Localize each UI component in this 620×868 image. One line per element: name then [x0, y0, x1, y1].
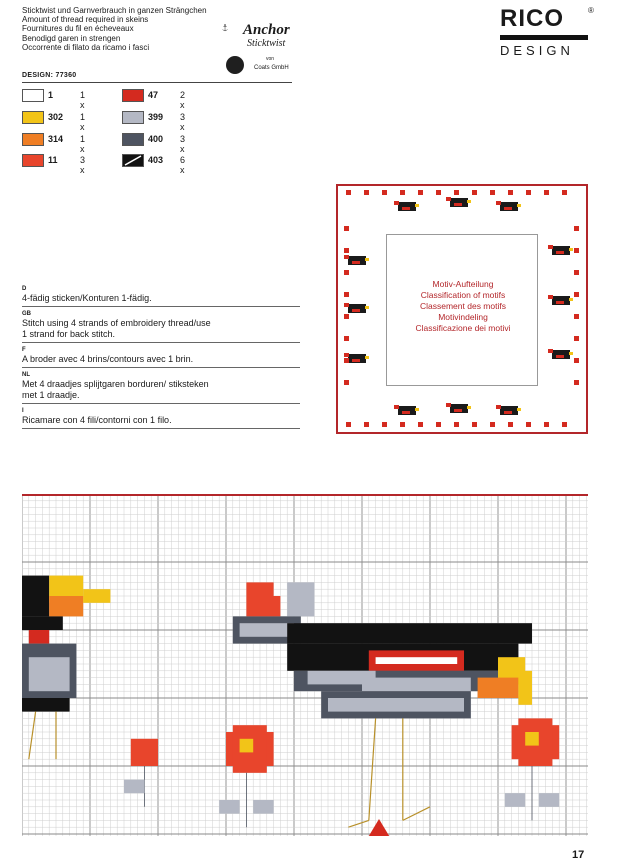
thread-number: 11 — [48, 155, 58, 165]
header-line-en: Amount of thread required in skeins — [22, 15, 149, 25]
skein-count: 2 x — [180, 90, 186, 110]
thread-number: 302 — [48, 112, 64, 122]
design-number: DESIGN: 77360 — [22, 72, 77, 79]
anchor-von: von — [266, 56, 275, 62]
mini-flower — [508, 190, 513, 195]
mini-bird-detail — [352, 309, 360, 312]
mini-bird-comb — [446, 197, 451, 201]
mini-flower — [544, 190, 549, 195]
header-divider — [22, 82, 292, 83]
mini-flower — [526, 422, 531, 427]
rico-design-word: DESIGN — [500, 43, 574, 58]
skein-count: 3 x — [80, 155, 86, 175]
instruction-divider — [22, 403, 300, 404]
mini-bird-detail — [352, 261, 360, 264]
mini-flower — [574, 314, 579, 319]
lang-code: I — [22, 408, 24, 414]
stitch-block — [22, 698, 70, 712]
mini-bird-beak — [569, 352, 573, 355]
mini-flower — [526, 190, 531, 195]
stitch-block — [287, 623, 532, 643]
mini-bird-comb — [394, 201, 399, 205]
mini-bird-detail — [454, 409, 462, 412]
mini-bird-comb — [548, 295, 553, 299]
mini-bird-detail — [556, 251, 564, 254]
motif-title-it: Classificazione dei motivi — [415, 323, 511, 333]
mini-bird-comb — [344, 353, 349, 357]
motif-title-nl: Motivindeling — [438, 312, 488, 322]
anchor-brand: Anchor — [243, 22, 290, 38]
mini-flower — [562, 422, 567, 427]
mini-flower — [344, 336, 349, 341]
color-swatch — [22, 89, 44, 102]
mini-flower — [574, 270, 579, 275]
mini-bird-comb — [496, 405, 501, 409]
mini-flower — [436, 422, 441, 427]
mini-flower — [562, 190, 567, 195]
lang-code: D — [22, 286, 27, 292]
stitch-instructions — [22, 282, 300, 429]
mini-flower — [344, 226, 349, 231]
instruction-text: Stitch using 4 strands of embroidery thread/use 1 strand for back stitch. — [22, 318, 211, 339]
flower-center — [240, 739, 254, 753]
mini-flower — [344, 270, 349, 275]
mini-flower — [344, 292, 349, 297]
motif-title-de: Motiv-Aufteilung — [432, 279, 494, 289]
stitch-block — [22, 576, 49, 617]
rico-bar — [500, 35, 588, 40]
mini-flower — [490, 422, 495, 427]
stitch-block — [328, 698, 464, 712]
mini-flower — [490, 190, 495, 195]
backstitch-icon — [124, 155, 142, 166]
mini-flower — [574, 292, 579, 297]
mini-bird-detail — [454, 203, 462, 206]
header-line-nl: Benodigd garen in strengen — [22, 33, 121, 43]
color-swatch — [22, 111, 44, 124]
mini-bird-beak — [569, 298, 573, 301]
coats-logo-icon — [226, 56, 244, 74]
thread-legend — [22, 89, 222, 175]
stitch-block — [246, 582, 273, 596]
page-number: 17 — [572, 849, 585, 861]
mini-bird-beak — [467, 200, 471, 203]
mini-bird-beak — [517, 408, 521, 411]
anchor-icon — [222, 18, 244, 48]
header-line-fr: Fournitures du fil en écheveaux — [22, 24, 134, 34]
flower-leaf — [124, 780, 144, 794]
stitch-block — [29, 657, 70, 691]
mini-flower — [574, 380, 579, 385]
flower-center — [525, 732, 539, 746]
mini-bird-detail — [556, 301, 564, 304]
mini-flower — [344, 358, 349, 363]
color-swatch — [122, 111, 144, 124]
motif-title-en: Classification of motifs — [420, 290, 506, 300]
stitch-block — [518, 671, 532, 705]
cross-stitch-chart — [22, 494, 588, 836]
instruction-text: Ricamare con 4 fili/contorni con 1 filo. — [22, 415, 300, 429]
mini-flower — [400, 422, 405, 427]
flower-leaf — [539, 793, 559, 807]
skein-count: 1 x — [80, 112, 86, 132]
thread-number: 399 — [148, 112, 164, 122]
mini-bird-beak — [365, 258, 369, 261]
rico-registered-mark: ® — [588, 6, 594, 15]
skein-count: 6 x — [180, 155, 186, 175]
mini-flower — [418, 422, 423, 427]
mini-bird-beak — [415, 408, 419, 411]
mini-bird-comb — [548, 349, 553, 353]
motif-titles — [387, 279, 539, 334]
anchor-maker: Coats GmbH — [254, 65, 289, 71]
mini-bird-comb — [344, 255, 349, 259]
mini-bird-comb — [446, 403, 451, 407]
mini-bird-comb — [548, 245, 553, 249]
mini-flower — [454, 422, 459, 427]
mini-flower — [346, 422, 351, 427]
rico-wordmark: RICO — [500, 5, 564, 32]
mini-flower — [382, 190, 387, 195]
stitch-block — [49, 596, 83, 616]
mini-bird-beak — [415, 204, 419, 207]
mini-flower — [382, 422, 387, 427]
flower-leaf — [505, 793, 525, 807]
stitch-block — [287, 582, 314, 616]
header-line-de: Sticktwist und Garnverbrauch in ganzen Strängchen — [22, 6, 207, 15]
color-swatch — [122, 89, 144, 102]
color-swatch — [122, 133, 144, 146]
skein-count: 1 x — [80, 90, 86, 110]
instruction-text: Met 4 draadjes splijtgaren borduren/ stiksteken met 1 draadje. — [22, 379, 209, 400]
skein-count: 1 x — [80, 134, 86, 154]
mini-flower — [364, 422, 369, 427]
anchor-product: Sticktwist — [247, 38, 286, 49]
mini-flower — [436, 190, 441, 195]
mini-flower — [344, 314, 349, 319]
mini-flower — [364, 190, 369, 195]
mini-flower — [454, 190, 459, 195]
stitch-block — [29, 630, 49, 644]
rico-logo — [500, 6, 592, 58]
skein-count: 3 x — [180, 112, 186, 132]
thread-number: 403 — [148, 155, 164, 165]
mini-bird-detail — [504, 411, 512, 414]
stitch-block — [246, 596, 280, 616]
mini-flower — [344, 248, 349, 253]
mini-bird-detail — [556, 355, 564, 358]
mini-bird-beak — [365, 306, 369, 309]
stitch-block — [22, 616, 63, 630]
stitch-block — [478, 678, 519, 698]
mini-flower — [346, 190, 351, 195]
stitch-block — [376, 657, 458, 664]
mini-bird-beak — [517, 204, 521, 207]
mini-flower — [544, 422, 549, 427]
flower-leaf — [253, 800, 273, 814]
mini-bird-beak — [569, 248, 573, 251]
mini-flower — [344, 380, 349, 385]
mini-bird-detail — [402, 207, 410, 210]
mini-bird-detail — [402, 411, 410, 414]
instruction-divider — [22, 342, 300, 343]
color-swatch — [22, 154, 44, 167]
mini-bird-comb — [394, 405, 399, 409]
lang-code: GB — [22, 311, 31, 317]
mini-bird-detail — [504, 207, 512, 210]
thread-number: 1 — [48, 90, 54, 100]
motif-inner-frame — [386, 234, 538, 386]
skein-count: 3 x — [180, 134, 186, 154]
thread-number: 400 — [148, 134, 164, 144]
flower-bud — [131, 739, 158, 766]
mini-bird-beak — [467, 406, 471, 409]
mini-flower — [400, 190, 405, 195]
mini-flower — [508, 422, 513, 427]
mini-flower — [418, 190, 423, 195]
header-line-it: Occorrente di filato da ricamo i fasci — [22, 42, 150, 52]
thread-requirements-header — [22, 6, 207, 52]
mini-bird-comb — [344, 303, 349, 307]
lang-code: F — [22, 347, 26, 353]
instruction-text: 4-fädig sticken/Konturen 1-fädig. — [22, 293, 300, 307]
stitch-block — [83, 589, 110, 603]
mini-flower — [472, 422, 477, 427]
thread-number: 314 — [48, 134, 64, 144]
mini-bird-detail — [352, 359, 360, 362]
instruction-text: A broder avec 4 brins/contours avec 1 brin. — [22, 354, 300, 368]
lang-code: NL — [22, 372, 30, 378]
mini-flower — [574, 358, 579, 363]
mini-flower — [472, 190, 477, 195]
mini-bird-beak — [365, 356, 369, 359]
mini-bird-comb — [496, 201, 501, 205]
flower-leaf — [219, 800, 239, 814]
mini-flower — [574, 336, 579, 341]
motif-classification-box — [336, 184, 588, 434]
color-swatch — [22, 133, 44, 146]
stitch-block — [362, 678, 471, 692]
motif-title-fr: Classement des motifs — [420, 301, 506, 311]
stitch-block — [240, 623, 294, 637]
mini-flower — [574, 248, 579, 253]
thread-number: 47 — [148, 90, 159, 100]
mini-flower — [574, 226, 579, 231]
